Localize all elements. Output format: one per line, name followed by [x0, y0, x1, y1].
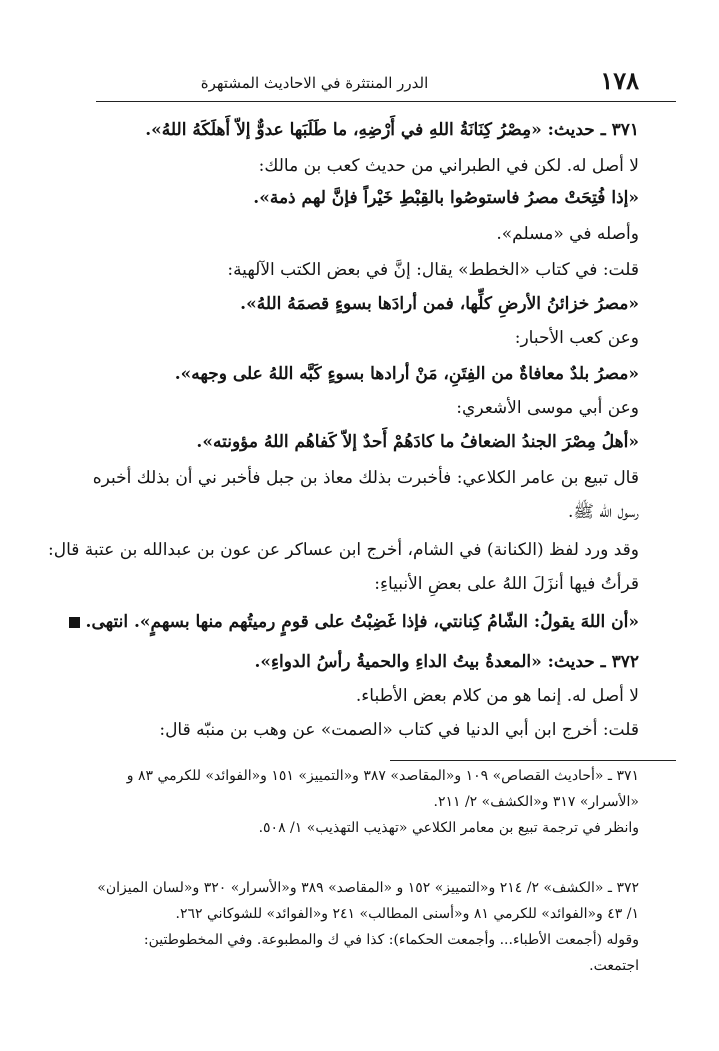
hadith-371-line: ٣٧١ ـ حديث: «مِصْرُ كِنَانَةُ اللهِ في أَرْضِهِ، ما طَلَبَها عدوٌّ إلاّ أَهلَكَهُ اللهُ».	[145, 120, 639, 140]
quote-line: «مصرُ بلدٌ معافاةٌ من الفِتَنِ، مَنْ أرادها بسوءٍ كَبَّه اللهُ على وجهه».	[174, 364, 639, 384]
body-line: وعن أبي موسى الأشعري:	[456, 398, 639, 418]
footnote-line: وانظر في ترجمة تبيع بن معامر الكلاعي «تهذيب التهذيب» ١/ ٥٠٨.	[258, 820, 639, 836]
footnote-line: اجتمعت.	[589, 958, 639, 974]
body-line: لا أصل له. لكن في الطبراني من حديث كعب بن مالك:	[258, 156, 639, 176]
footnote-line: ٣٧٢ ـ «الكشف» ٢/ ٢١٤ و«التمييز» ١٥٢ و «المقاصد» ٣٨٩ و«الأسرار» ٣٢٠ و«لسان الميزان»	[97, 880, 639, 896]
quote-text: «أن اللهَ يقولُ: الشّامُ كِنانتي، فإذا غَضِبْتُ على قومٍ رميتُهم منها بسهمٍ». انتهى.	[85, 612, 639, 632]
page-number: ١٧٨	[600, 66, 639, 95]
footnote-line: ١/ ٤٣ و«الفوائد» للكرمي ٨١ و«أسنى المطالب» ٢٤١ و«الفوائد» للشوكاني ٢٦٢.	[175, 906, 639, 922]
footnote-line: وقوله (أجمعت الأطباء... وأجمعت الحكماء): كذا في ك والمطبوعة. وفي المخطوطتين:	[143, 932, 639, 948]
body-line: رسول الله ﷺ.	[568, 502, 639, 522]
end-square-mark	[69, 617, 80, 628]
body-line: وأصله في «مسلم».	[496, 224, 639, 244]
quote-line	[60, 610, 639, 634]
header-rule	[96, 101, 676, 102]
body-line: قلت: في كتاب «الخطط» يقال: إنَّ في بعض الكتب الآلهية:	[227, 260, 639, 280]
body-line: وقد ورد لفظ (الكنانة) في الشام، أخرج ابن عساكر عن عون بن عبدالله بن عتبة قال:	[47, 540, 639, 560]
footnote-line: ٣٧١ ـ «أحاديث القصاص» ١٠٩ و«المقاصد» ٣٨٧ و«التمييز» ١٥١ و«الفوائد» للكرمي ٨٣ و	[126, 768, 639, 784]
quote-line: «إذا فُتِحَتْ مصرُ فاستوصُوا بالقِبْطِ خَيْراً فإنَّ لهم ذمة».	[253, 188, 639, 208]
page-header	[60, 66, 639, 100]
body-line: قرأتُ فيها أنزَلَ اللهُ على بعضِ الأنبياءِ:	[374, 574, 639, 594]
quote-line: «أهلُ مِصْرَ الجندُ الضعافُ ما كادَهُمْ أَحدٌ إلاّ كَفاهُم اللهُ مؤونته».	[196, 432, 639, 452]
body-line: قال تبيع بن عامر الكلاعي: فأخبرت بذلك معاذ بن جبل فأخبر ني أن بذلك أخبره	[92, 468, 639, 488]
hadith-372-line: ٣٧٢ ـ حديث: «المعدةُ بيتُ الداءِ والحميةُ رأسُ الدواءِ».	[254, 652, 639, 672]
body-line: وعن كعب الأحبار:	[514, 328, 639, 348]
running-title: الدرر المنتثرة في الاحاديث المشتهرة	[200, 74, 429, 92]
body-line: لا أصل له. إنما هو من كلام بعض الأطباء.	[355, 686, 639, 706]
footnote-line: «الأسرار» ٣١٧ و«الكشف» ٢/ ٢١١.	[433, 794, 639, 810]
footnote-separator	[390, 760, 676, 761]
body-line: قلت: أخرج ابن أبي الدنيا في كتاب «الصمت» عن وهب بن منبّه قال:	[159, 720, 639, 740]
quote-line: «مصرُ خزائنُ الأرضِ كلِّها، فمن أرادَها بسوءٍ قصمَهُ اللهُ».	[240, 294, 639, 314]
